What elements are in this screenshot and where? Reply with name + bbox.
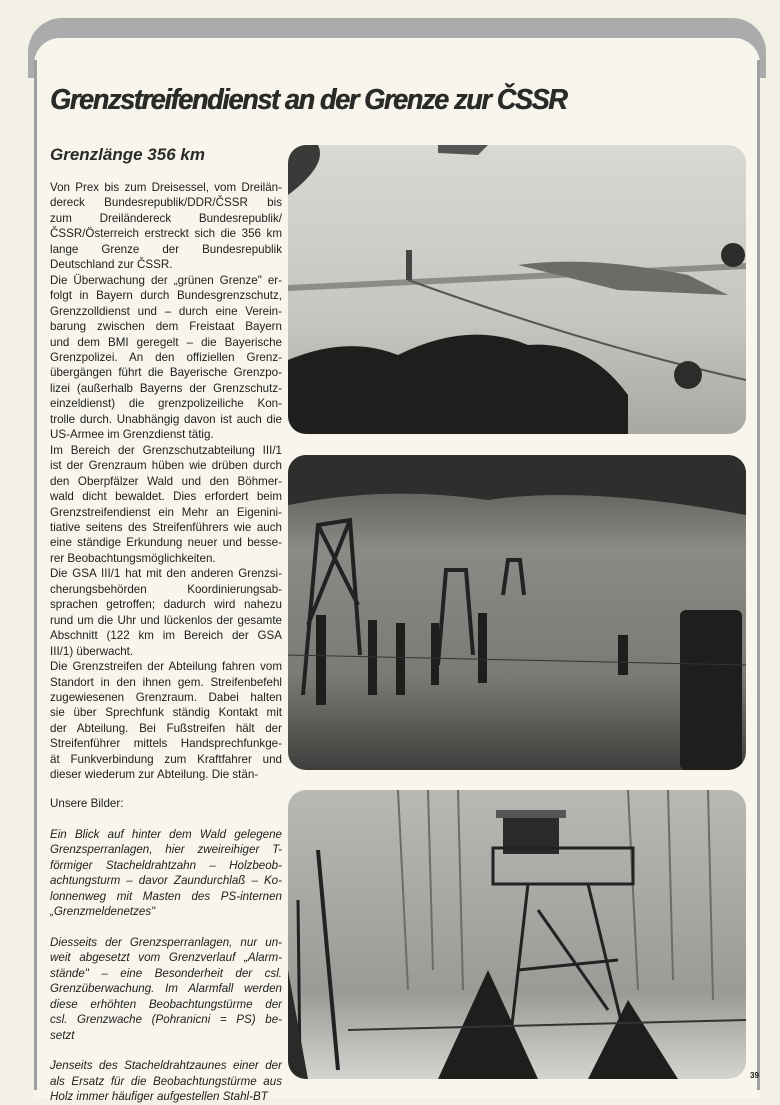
text-line: sprachen getroffen; dadurch wird nahezu [50, 598, 282, 612]
text-line: folgt in Bayern durch Bundesgrenzschutz, [50, 289, 282, 303]
text-line: einzeldienst) die grenzpolizeiliche Kon- [50, 397, 282, 411]
text-line: lange Grenze der Bundesrepublik [50, 242, 282, 256]
body-paragraph [50, 180, 282, 273]
text-line: rund um die Uhr und lückenlos der gesamte [50, 613, 282, 627]
text-line: ist der Grenzraum hüben wie drüben durch [50, 459, 282, 473]
photo-caption [50, 1058, 282, 1105]
photo-alarm-stands [288, 455, 746, 770]
text-line: Ein Blick auf hinter dem Wald gelegene [50, 827, 282, 841]
text-line: Diesseits der Grenzsperranlagen, nur un- [50, 935, 282, 949]
frame-left-border [34, 60, 37, 1090]
text-line: setzt [50, 1028, 75, 1042]
text-line: den Oberpfälzer Wald und den Böhmer- [50, 474, 282, 488]
text-line: sie über Sprechfunk ständig Kontakt mit [50, 706, 282, 720]
text-line: Die Überwachung der „grünen Grenze" er- [50, 273, 282, 287]
text-line: übergängen führt die Bayerische Grenzpo- [50, 366, 282, 380]
text-line: lizei (außerhalb Bayerns der Grenzschutz- [50, 381, 282, 395]
captions-label: Unsere Bilder: [50, 797, 124, 810]
text-line: und dem BMI geregelt – die Bayerische [50, 335, 282, 349]
text-line: Streifenführer mittels Handsprechfunkge- [50, 737, 282, 751]
text-line: als Ersatz für die Beobachtungstürme aus [50, 1074, 282, 1088]
text-line: Im Bereich der Grenzschutzabteilung III/1 [50, 443, 282, 457]
text-line: ät Funkverbindung zum Kraftfahrer und [50, 752, 282, 766]
text-line: dieser wiederum zur Abteilung. Die stän- [50, 768, 259, 782]
photo-border-landscape [288, 145, 746, 434]
body-paragraph [50, 566, 282, 659]
text-line: cherungsbehörden Koordinierungsab- [50, 582, 282, 596]
text-line: ČSSR/Österreich erstreckt sich die 356 km [50, 227, 282, 241]
text-line: Grenzzolldienst und – durch eine Verein- [50, 304, 282, 318]
text-line: trolle durch. Unabhängig davon ist auch die [50, 412, 282, 426]
article-body [50, 180, 282, 783]
text-line: „Grenzmeldenetzes" [50, 905, 156, 918]
text-line: zum Dreiländereck Bundesrepublik/ [50, 211, 282, 225]
text-line: Holz immer häufiger aufgestellen Stahl-BT [50, 1090, 268, 1103]
body-paragraph [50, 443, 282, 567]
text-line: barung zwischen dem Freistaat Bayern [50, 320, 282, 334]
body-paragraph [50, 659, 282, 783]
text-line: tiative seitens des Streifenführers wie auch [50, 520, 282, 534]
text-line: Abschnitt (122 km im Bereich der GSA [50, 629, 282, 643]
frame-right-border [757, 60, 760, 1090]
text-line: Die GSA III/1 hat mit den anderen Grenzsi- [50, 567, 282, 581]
text-line: dereck Bundesrepublik/DDR/ČSSR bis [50, 196, 282, 210]
text-line: Von Prex bis zum Dreisessel, vom Dreilän- [50, 181, 282, 194]
photo-steel-watchtower [288, 790, 746, 1079]
page-number: 39 [750, 1071, 759, 1080]
photo-caption [50, 827, 282, 920]
text-line: Deutschland zur ČSSR. [50, 258, 173, 272]
text-line: diese erhöhten Beobachtungstürme der [50, 997, 282, 1011]
body-paragraph [50, 273, 282, 443]
text-line: förmiger Stacheldrahtzahn – Holzbeob- [50, 858, 282, 872]
text-line: Standort in den ihnen gem. Streifenbefehl [50, 675, 282, 689]
text-line: der Abteilung. Bei Fußstreifen hält der [50, 721, 282, 735]
text-line: achtungsturm – davor Zaundurchlaß – Ko- [50, 874, 282, 887]
text-line: Grenzsperranlagen, hier zweireihiger T- [50, 843, 282, 856]
photo-caption [50, 935, 282, 1044]
text-line: Grenzstreifendienst ein Mehr an Eigenini- [50, 505, 282, 519]
text-line: weit abgesetzt vom Grenzverlauf „Alarm- [50, 951, 282, 964]
text-line: wald dicht bewaldet. Dies erfordert beim [50, 490, 282, 504]
text-line: lonnenweg mit Masten des PS-internen [50, 889, 282, 903]
text-line: Grenzüberwachung. Im Alarmfall werden [50, 982, 282, 995]
page-title: Grenzstreifendienst an der Grenze zur ČSSR [50, 84, 567, 116]
text-line: csl. Grenzwache (Pohranicni = PS) be- [50, 1013, 282, 1026]
text-line: rer Beobachtungsmöglichkeiten. [50, 551, 216, 565]
text-line: Die Grenzstreifen der Abteilung fahren vom [50, 660, 282, 674]
photo-captions [50, 796, 282, 1105]
text-line: US-Armee im Grenzdienst tätig. [50, 428, 214, 442]
section-heading: Grenzlänge 356 km [50, 145, 205, 164]
text-line: zugewiesenen Grenzraum. Dabei halten [50, 690, 282, 704]
text-line: stände" – eine Besonderheit der csl. [50, 966, 282, 980]
text-line: eine ständige Erkundung neuer und besse- [50, 536, 282, 550]
text-line: Grenzpolizei. An den offiziellen Grenz- [50, 350, 282, 364]
text-line: Jenseits des Stacheldrahtzaunes einer der [50, 1059, 282, 1072]
text-line: III/1) überwacht. [50, 644, 134, 658]
